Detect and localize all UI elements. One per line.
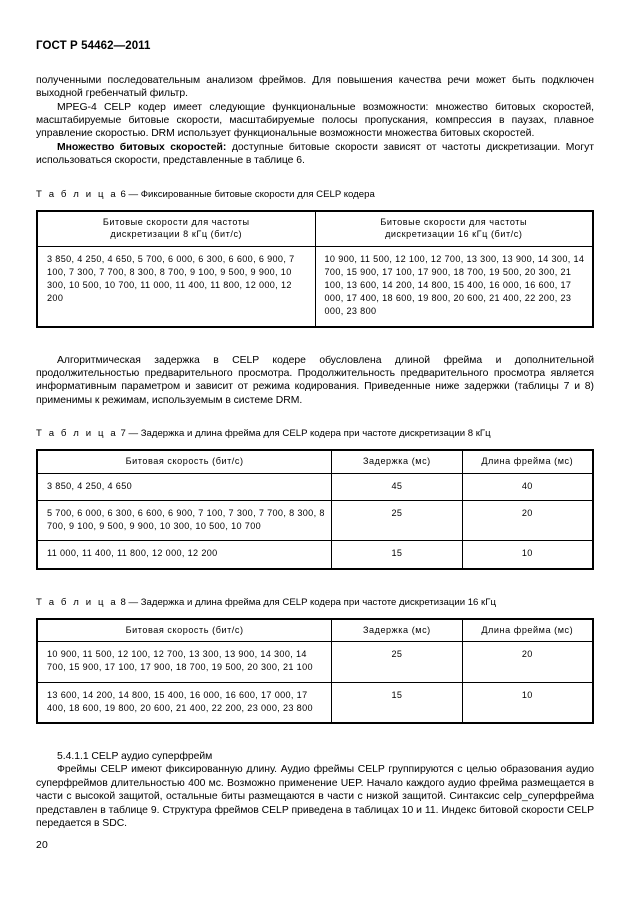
table6-col-header-16khz-line1: Битовые скорости для частоты xyxy=(380,216,528,227)
table8-wrapper xyxy=(36,618,594,724)
table-row xyxy=(38,642,593,682)
bitrate-set-rest: доступные битовые скорости зависят от частоты дискретизации. Могут использоваться скорости, представленные в таблице 6. xyxy=(36,141,594,167)
table7-head xyxy=(38,451,593,474)
table8-cell-delay: 25 xyxy=(332,642,462,682)
table8-caption xyxy=(36,596,594,609)
table7-cell-framelength: 20 xyxy=(462,500,592,540)
table6-cell-rates-16khz: 10 900, 11 500, 12 100, 12 700, 13 300, 13 900, 14 300, 14 700, 15 900, 17 100, 17 900, 18 700, 19 500, 20 300, 21 100, 13 600, 14 200, 14 800, 15 400, 16 000, 16 600, 17 000, 17 400, 18 600, 19 800, 20 600, 21 400, 22 200, 23 000, 23 800 xyxy=(315,246,593,326)
table6-col-header-8khz-line1: Битовые скорости для частоты xyxy=(102,216,250,227)
table8-caption-number: 8 xyxy=(120,596,126,608)
table7-caption-title: Задержка и длина фрейма для CELP кодера при частоте дискретизации 8 кГц xyxy=(140,428,491,440)
table8-cell-framelength: 20 xyxy=(462,642,592,682)
spacer xyxy=(36,168,594,188)
table8-body xyxy=(38,642,593,723)
page-number: 20 xyxy=(36,840,48,851)
spacer xyxy=(36,201,594,210)
table7-cell-delay: 15 xyxy=(332,541,462,568)
table8-col-header-framelength: Длина фрейма (мс) xyxy=(462,619,592,642)
standard-header: ГОСТ Р 54462—2011 xyxy=(36,40,151,52)
table-row xyxy=(38,473,593,500)
table-row xyxy=(38,246,593,326)
table7-col-header-delay: Задержка (мс) xyxy=(332,451,462,474)
table6-body xyxy=(38,246,593,326)
spacer xyxy=(36,609,594,618)
table-header-row xyxy=(38,211,593,246)
table-row xyxy=(38,500,593,540)
table7-cell-framelength: 10 xyxy=(462,541,592,568)
table7-cell-bitrate: 11 000, 11 400, 11 800, 12 000, 12 200 xyxy=(38,541,332,568)
table6-col-header-8khz xyxy=(38,211,316,246)
table8-cell-framelength: 10 xyxy=(462,682,592,722)
table7-caption xyxy=(36,427,594,440)
section-heading-celp-superframe: 5.4.1.1 CELP аудио суперфрейм xyxy=(57,750,213,762)
table8-col-header-bitrate: Битовая скорость (бит/с) xyxy=(38,619,332,642)
spacer xyxy=(36,724,594,750)
table7-wrapper xyxy=(36,449,594,569)
table-header-row xyxy=(38,451,593,474)
table8-caption-label: Т а б л и ц а xyxy=(36,596,118,608)
table6-caption-dash: — xyxy=(128,188,139,200)
table6-head xyxy=(38,211,593,246)
table8-cell-bitrate: 13 600, 14 200, 14 800, 15 400, 16 000, 16 600, 17 000, 17 400, 18 600, 19 800, 20 600, 21 400, 22 200, 23 000, 23 800 xyxy=(38,682,332,722)
spacer xyxy=(36,407,594,427)
table6-wrapper xyxy=(36,210,594,328)
spacer xyxy=(36,570,594,596)
table7 xyxy=(37,450,593,568)
table7-cell-bitrate: 5 700, 6 000, 6 300, 6 600, 6 900, 7 100, 7 300, 7 700, 8 300, 8 700, 9 100, 9 500, 9 900, 10 300, 10 500, 10 700 xyxy=(38,500,332,540)
table8-head xyxy=(38,619,593,642)
spacer xyxy=(36,328,594,354)
table6-col-header-8khz-line2: дискретизации 8 кГц (бит/с) xyxy=(110,229,243,240)
table7-cell-delay: 25 xyxy=(332,500,462,540)
spacer xyxy=(36,440,594,449)
table8-col-header-delay: Задержка (мс) xyxy=(332,619,462,642)
table6-col-header-16khz-line2: дискретизации 16 кГц (бит/с) xyxy=(385,229,523,240)
paragraph-intro: полученными последовательным анализом фреймов. Для повышения качества речи может быть подключен выходной гребенчатый фильтр. xyxy=(36,74,594,100)
table6-caption xyxy=(36,188,594,201)
table8-caption-title: Задержка и длина фрейма для CELP кодера при частоте дискретизации 16 кГц xyxy=(140,596,496,608)
paragraph-algorithmic-delay: Алгоритмическая задержка в CELP кодере обусловлена длиной фрейма и дополнительной продолжительностью предварительного просмотра. Продолжительность предварительного просмотра является информативным параметром и зависит от режима кодирования. Приведенные ниже задержки (таблицы 7 и 8) применимы к режимам, используемым в системе DRM. xyxy=(36,354,594,406)
table7-caption-dash: — xyxy=(128,428,139,440)
table-row xyxy=(38,541,593,568)
table8-cell-bitrate: 10 900, 11 500, 12 100, 12 700, 13 300, 13 900, 14 300, 14 700, 15 900, 17 100, 17 900, 18 700, 19 500, 20 300, 21 100 xyxy=(38,642,332,682)
table6-caption-number: 6 xyxy=(120,188,126,200)
paragraph-bitrate-set xyxy=(36,141,594,168)
table7-cell-delay: 45 xyxy=(332,473,462,500)
table8 xyxy=(37,619,593,723)
paragraph-mpeg4-features: MPEG-4 CELP кодер имеет следующие функциональные возможности: множество битовых скоростей, масштабируемые битовые скорости, масштабируемые полосы пропускания, компрессия в паузах, плавное управление скоростью. DRM использует функциональные возможности множества битовых скоростей. xyxy=(36,101,594,140)
table6-cell-rates-8khz: 3 850, 4 250, 4 650, 5 700, 6 000, 6 300, 6 600, 6 900, 7 100, 7 300, 7 700, 8 300, 8 700, 9 100, 9 500, 9 900, 10 300, 10 500, 10 700, 11 000, 11 400, 11 800, 12 000, 12 200 xyxy=(38,246,316,326)
paragraph-celp-superframe: Фреймы CELP имеют фиксированную длину. Аудио фреймы CELP группируются с целью образования аудио суперфреймов длительностью 400 мс. Возможно применение UEP. Начало каждого аудио фрейма размещается в части с высокой защитой, остальные биты размещаются в части с низкой защитой. Синтаксис celp_суперфрейма представлен в таблице 9. Структура фреймов CELP приведена в таблицах 10 и 11. Индекс битовой скорости CELP передается в SDC. xyxy=(36,764,594,829)
table8-caption-dash: — xyxy=(128,596,139,608)
table7-col-header-framelength: Длина фрейма (мс) xyxy=(462,451,592,474)
page-content xyxy=(36,40,594,830)
table7-caption-number: 7 xyxy=(120,428,126,440)
table-row xyxy=(38,682,593,722)
table6-caption-label: Т а б л и ц а xyxy=(36,188,118,200)
table7-caption-label: Т а б л и ц а xyxy=(36,428,118,440)
table6-caption-title: Фиксированные битовые скорости для CELP кодера xyxy=(140,188,375,200)
table-header-row xyxy=(38,619,593,642)
bitrate-set-lead-in: Множество битовых скоростей: xyxy=(57,141,227,153)
table8-cell-delay: 15 xyxy=(332,682,462,722)
table7-cell-bitrate: 3 850, 4 250, 4 650 xyxy=(38,473,332,500)
table7-body xyxy=(38,473,593,568)
table6 xyxy=(37,211,593,327)
table7-cell-framelength: 40 xyxy=(462,473,592,500)
table7-col-header-bitrate: Битовая скорость (бит/с) xyxy=(38,451,332,474)
table6-col-header-16khz xyxy=(315,211,593,246)
